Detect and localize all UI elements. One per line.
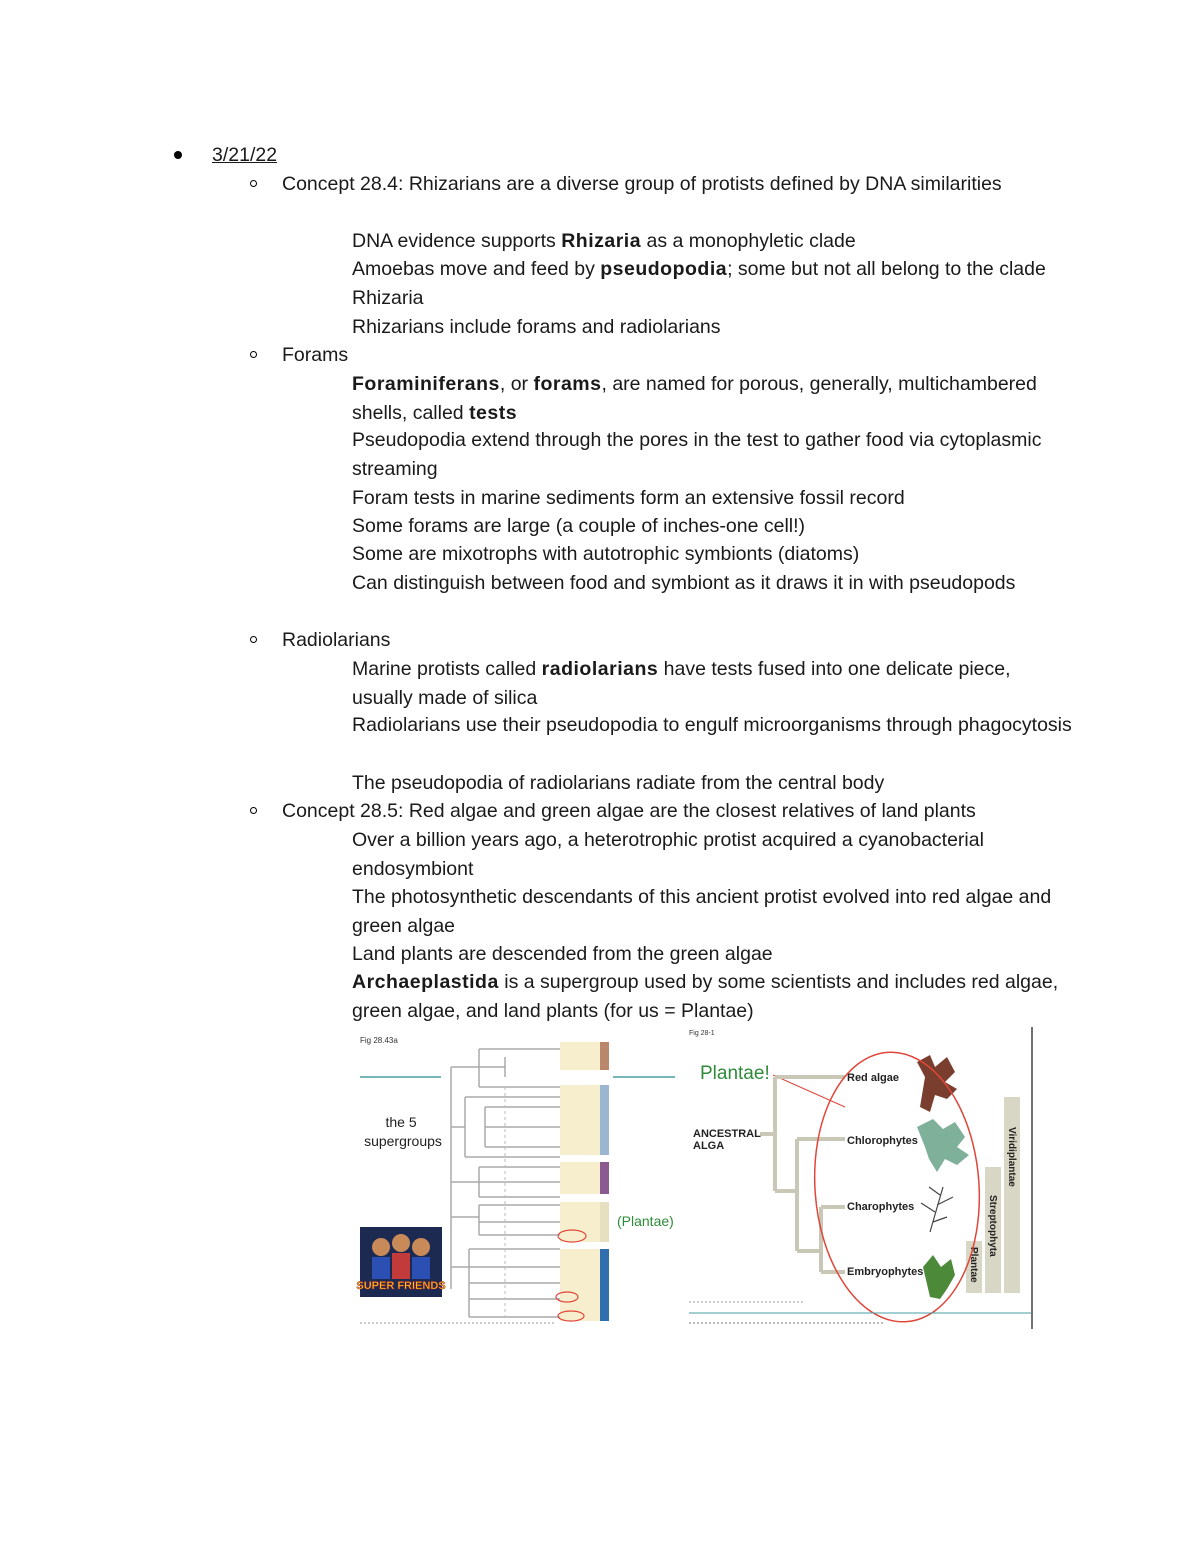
radiolarians-line-3: The pseudopodia of radiolarians radiate from the central body bbox=[352, 772, 885, 794]
supergroups-figure bbox=[355, 1027, 680, 1329]
plantae-note-right: Plantae! bbox=[700, 1063, 770, 1084]
plantae-tree-svg bbox=[685, 1027, 1033, 1329]
date-heading: 3/21/22 bbox=[212, 144, 278, 166]
bullet-circle bbox=[250, 807, 257, 814]
right-fig-label: Fig 28-1 bbox=[689, 1030, 715, 1037]
super-friends-logo: SUPER FRIENDS bbox=[356, 1280, 446, 1292]
bullet-circle bbox=[250, 180, 257, 187]
term-archaeplastida: Archaeplastida bbox=[352, 971, 499, 993]
algae-line-1: Over a billion years ago, a heterotrophic protist acquired a cyanobacterial endosymbiont bbox=[352, 829, 984, 880]
taxon-red-algae: Red algae bbox=[847, 1072, 899, 1084]
rhizaria-line-3: Rhizarians include forams and radiolarians bbox=[352, 316, 721, 338]
concept-285-heading: Concept 28.5: Red algae and green algae are the closest relatives of land plants bbox=[282, 800, 976, 822]
text-span: as a monophyletic clade bbox=[641, 230, 856, 252]
concept-284-heading: Concept 28.4: Rhizarians are a diverse group of protists defined by DNA similarities bbox=[282, 173, 1002, 195]
clade-label-streptophyta: Streptophyta bbox=[987, 1195, 998, 1257]
algae-line-4 bbox=[352, 968, 1072, 1025]
forams-line-2: Pseudopodia extend through the pores in the test to gather food via cytoplasmic streaming bbox=[352, 429, 1042, 480]
plantae-note-left: (Plantae) bbox=[617, 1213, 674, 1229]
text-span: Amoebas move and feed by bbox=[352, 258, 601, 280]
text-span: , are named for porous, generally, multichambered shells, called bbox=[352, 373, 1037, 424]
bullet-disc bbox=[174, 151, 182, 159]
radiolarians-line-2: Radiolarians use their pseudopodia to engulf microorganisms through phagocytosis bbox=[352, 714, 1072, 736]
left-fig-label: Fig 28.43a bbox=[360, 1036, 398, 1045]
clade-label-viridiplantae: Viridiplantae bbox=[1006, 1127, 1017, 1187]
term-forams: forams bbox=[533, 373, 602, 395]
term-radiolarians: radiolarians bbox=[541, 658, 659, 680]
forams-line-1 bbox=[352, 370, 1072, 427]
algae-line-2: The photosynthetic descendants of this ancient protist evolved into red algae and green algae bbox=[352, 886, 1052, 937]
clade-label-plantae: Plantae bbox=[968, 1247, 979, 1283]
bullet-circle bbox=[250, 636, 257, 643]
text-span: ; some but not all belong to the clade Rhizaria bbox=[352, 258, 1046, 309]
taxon-chlorophytes: Chlorophytes bbox=[847, 1135, 918, 1147]
text-span: is a supergroup used by some scientists and includes red algae, green algae, and land plants (for us = Plantae) bbox=[352, 971, 1059, 1022]
text-span: Marine protists called bbox=[352, 658, 542, 680]
forams-line-3: Foram tests in marine sediments form an extensive fossil record bbox=[352, 487, 905, 509]
taxon-charophytes: Charophytes bbox=[847, 1201, 915, 1213]
forams-line-6: Can distinguish between food and symbiont as it draws it in with pseudopods bbox=[352, 572, 1016, 594]
term-foraminiferans: Foraminiferans bbox=[352, 373, 500, 395]
rhizaria-line-2 bbox=[352, 255, 1072, 312]
forams-line-4: Some forams are large (a couple of inches-one cell!) bbox=[352, 515, 806, 537]
term-pseudopodia: pseudopodia bbox=[600, 258, 728, 280]
bullet-circle bbox=[250, 351, 257, 358]
plantae-figure bbox=[685, 1027, 1033, 1329]
algae-line-3: Land plants are descended from the green algae bbox=[352, 943, 773, 965]
radiolarians-heading: Radiolarians bbox=[282, 629, 391, 651]
text-span: DNA evidence supports bbox=[352, 230, 562, 252]
text-span: , or bbox=[499, 373, 534, 395]
supergroups-caption: the 5 supergroups bbox=[364, 1114, 442, 1149]
radiolarians-line-1 bbox=[352, 655, 1072, 712]
term-tests: tests bbox=[469, 401, 518, 424]
taxon-embryophytes: Embryophytes bbox=[847, 1266, 924, 1278]
supergroups-tree-svg bbox=[355, 1027, 680, 1329]
root-label: ANCESTRAL ALGA bbox=[693, 1128, 761, 1152]
forams-heading: Forams bbox=[282, 344, 349, 366]
super-friends-image bbox=[356, 1227, 445, 1297]
forams-line-5: Some are mixotrophs with autotrophic symbionts (diatoms) bbox=[352, 543, 860, 565]
term-rhizaria: Rhizaria bbox=[561, 230, 642, 252]
text-span: have tests fused into one delicate piece, usually made of silica bbox=[352, 658, 1011, 709]
rhizaria-line-1 bbox=[352, 227, 1072, 256]
